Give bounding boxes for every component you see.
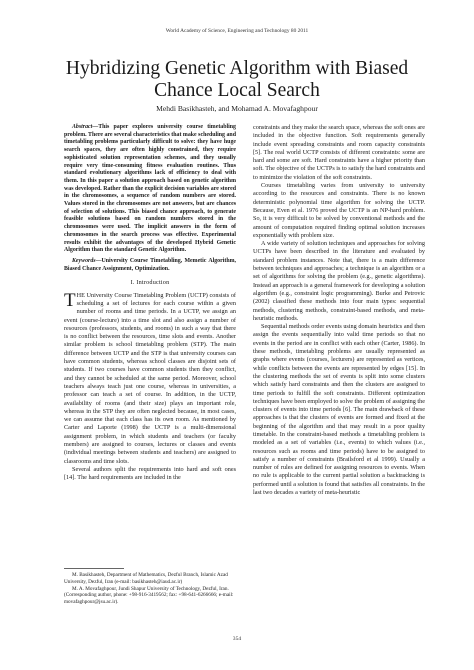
abstract	[64, 124, 236, 255]
title-line-2: Chance Local Search	[154, 80, 320, 101]
abstract-text: —This paper explores university course timetabling problem. There are several characteristics that make scheduling and timetabling problems particularly difficult to solve: they have huge search spaces, they are often highly constrained, they require sophisticated solution representation schemes, and they usually require very time-consuming fitness evaluation routines. Thus standard evolutionary algorithms lack of efficiency to deal with them. In this paper a solution approach based on genetic algorithm was developed. Rather than the explicit decision variables are stored in the chromosomes, a sequence of random numbers are stored. Values stored in the chromosomes are not answers, but are chances of selection of solutions. This biased chance approach, to generate feasible solutions based on random numbers stored in the chromosomes were used. The implicit answers in the form of chromosomes in the search process was effective. Experimental results exhibit the advantages of the developed Hybrid Genetic Algorithm than the standard Genetic Algorithm.	[64, 124, 236, 254]
intro-paragraph-1-text: HE University Course Timetabling Problem (UCTP) consists of scheduling a set of lectures for each course within a given number of rooms and time periods. In a UCTP, we assign an event (course-lecture) into a time slot and also assign a number of resources (professors, students, and rooms) in such a way that there is no conflict between the resources, time slots and events. Another similar problem is school timetabling problem (STP). The main difference between UCTP and the STP is that university courses can have common students, whereas school classes are disjoint sets of students. If two courses have common students then they conflict, and they cannot be scheduled at the same period. Moreover, school teachers always teach just one course, whereas in universities, a professor can teach a set of course. In addition, in the UCTP, availability of rooms (and their size) plays an important role, whereas in the STP they are often neglected because, in most cases, we can assume that each class has its own room. As mentioned by Carter and Laporte (1998) the UCTP is a multi-dimensional assignment problem, in which students and teachers (or faculty members) are assigned to courses, lectures or classes and events (individual meetings between students and teachers) are assigned to classrooms and time slots.	[64, 291, 236, 465]
footnote-2: M. A. Movafaghpour, Jundi Shapur University of Technology, Dezful, Iran. (Corresponding author, phone: +98-916-3419562; fax: +98-641-6266666; e-mail: movafaghpour@jsu.ac.ir).	[64, 585, 234, 606]
drop-cap: T	[64, 289, 76, 311]
intro-paragraph-2: Several authors split the requirements into hard and soft ones [14]. The hard requirements are included in the	[64, 465, 236, 482]
section-heading-introduction: I. Introduction	[130, 279, 170, 287]
page-number: 354	[232, 636, 242, 642]
journal-header: World Academy of Science, Engineering and Technology 80 2011	[165, 28, 309, 34]
right-paragraph-2: Courses timetabling varies from university to university according to the resources and constraints. There is no known deterministic polynomial time algorithm for solving the UCTP. Because, Even et al. 1976 proved the UCTP is an NP-hard problem. So, it is very difficult to be solved by conventional methods and the amount of computation required finding optimal solution increases exponentially with problem size.	[253, 182, 425, 239]
abstract-label: Abstract	[72, 124, 93, 130]
keywords	[64, 258, 236, 273]
keywords-text: —University Course Timetabling, Memetic Algorithm, Biased Chance Assignment, Optimization.	[64, 257, 236, 272]
author-list: Mehdi Basikhasteh, and Mohamad A. Movafaghpour	[156, 104, 318, 113]
keywords-label: Keywords	[72, 257, 96, 264]
right-paragraph-3: A wide variety of solution techniques and approaches for solving UCTPs have been described in the literature and evaluated by standard problem instances. Note that, there is a main difference between techniques and approaches; a technique is an algorithm or a set of algorithms for solving the problem (e.g., genetic algorithms). Instead an approach is a general framework for developing a solution algorithm (e.g., constraint logic programming). Burke and Petrovic (2002) classified these methods into four main types: sequential methods, clustering methods, constraint-based methods, and meta-heuristic methods.	[253, 240, 425, 322]
intro-paragraph-1	[64, 289, 236, 466]
footnote-rule	[64, 568, 124, 569]
title-line-1: Hybridizing Genetic Algorithm with Biased	[65, 58, 409, 79]
paper-title	[40, 58, 434, 102]
left-column	[64, 124, 236, 482]
right-column	[253, 124, 425, 497]
right-paragraph-1: constraints and they make the search space, whereas the soft ones are included in the objective function. Soft requirements generally include event spreading constraints and room capacity constraints [5]. The real world UCTP consists of different constraints: some are hard and some are soft. Hard constraints have a higher priority than soft. The objective of the UCTPs is to satisfy the hard constraints and to minimize the violation of the soft constraints.	[253, 124, 425, 181]
right-paragraph-4: Sequential methods order events using domain heuristics and then assign the events sequentially into valid time periods so that no events in the period are in conflict with each other (Carter, 1986). In these methods, timetabling problems are usually represented as graphs where events (courses, lecturers) are represented as vertices, while conflicts between the events are represented by edges [15]. In the clustering methods the set of events is split into some clusters which satisfy hard constraints and then the clusters are assigned to time periods to fulfill the soft constraints. Different optimization techniques have been employed to solve the problem of assigning the clusters of events into time periods [6]. The main drawback of these approaches is that the clusters of events are formed and fixed at the beginning of the algorithm and that may result in a poor quality timetable. In the constraint-based methods a timetabling problem is modeled as a set of variables (i.e., events) to which values (i.e., resources such as rooms and time periods) have to be assigned to satisfy a number of constraints (Brailsford et al 1999). Usually a number of rules are defined for assigning resources to events. When no rule is applicable to the current partial solution a backtracking is performed until a solution is found that satisfies all constraints. In the last two decades a variety of meta-heuristic	[253, 323, 425, 497]
footnote-1: M. Basikhasteh, Department of Mathematics, Dezful Branch, Islamic Azad University, Dezful, Iran (e-mail: basikhasteh@iaud.ac.ir)	[64, 572, 228, 585]
footnotes	[64, 572, 236, 606]
